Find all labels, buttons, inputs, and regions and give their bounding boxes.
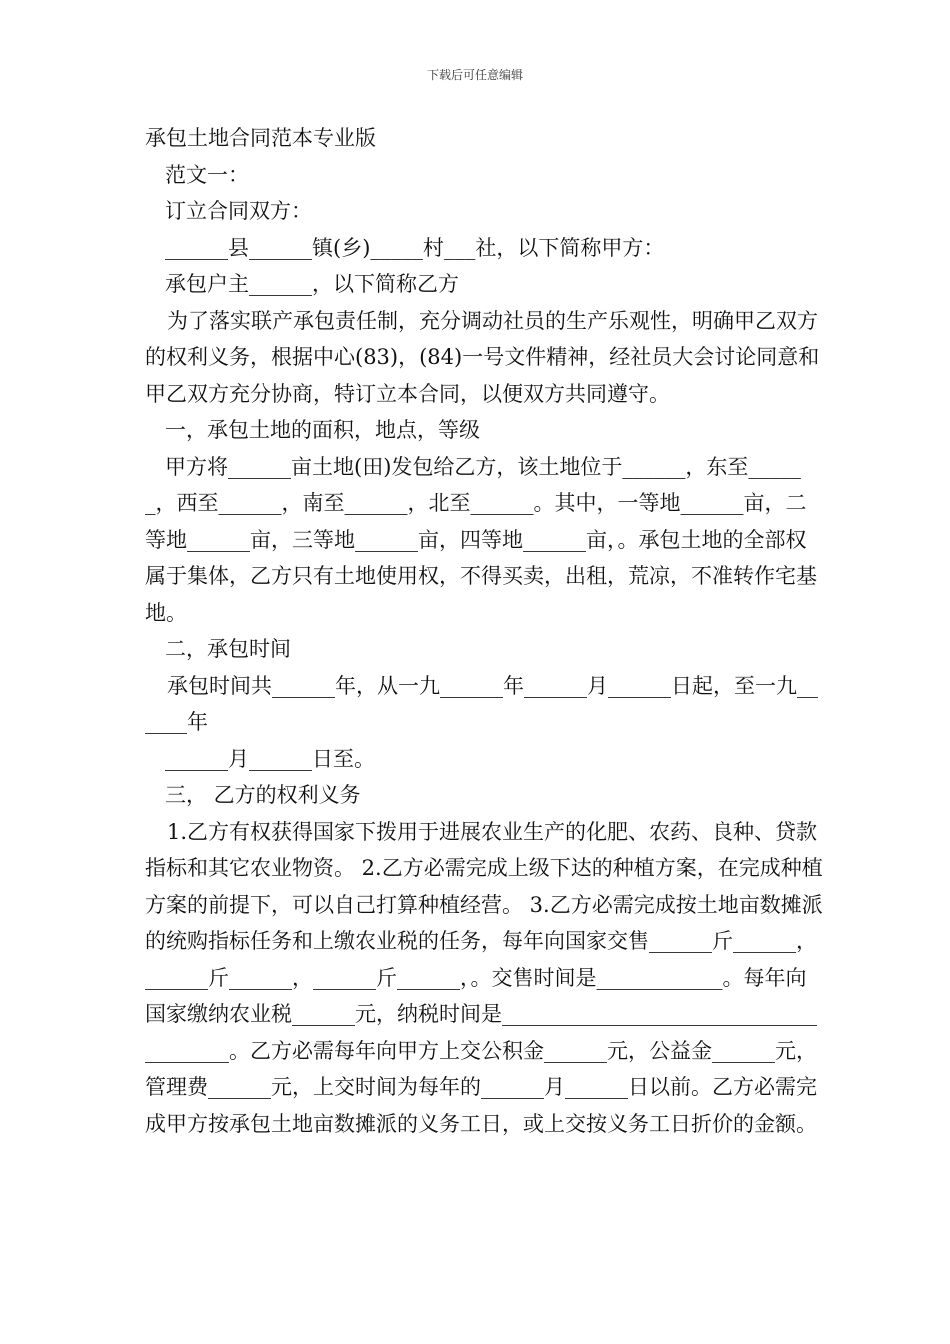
section-heading-term: 二，承包时间 (165, 637, 291, 661)
paragraph-party-b: 承包户主______，以下简称乙方 (165, 272, 459, 296)
document-title: 承包土地合同范本专业版 (145, 126, 376, 150)
paragraph-party-a: ______县______镇(乡)_____村___社，以下简称甲方： (165, 235, 665, 260)
section-heading-land: 一，承包土地的面积，地点，等级 (165, 418, 480, 442)
paragraph-land-details: 甲方将______亩土地(田)发包给乙方，该土地位于______，东至______，西至______，南至______，北至______。其中，一等地______亩，二等地______亩，三等地______亩，四等地______亩，。承包土地的全部权属于集体，乙方只有土地使用权，不得买卖，出租，荒凉，不准转作宅基地。 (145, 454, 817, 625)
paragraph-rights-details: 1.乙方有权获得国家下拨用于进展农业生产的化肥、农药、良种、贷款指标和其它农业物资。 2.乙方必需完成上级下达的种植方案，在完成种植方案的前提下，可以自己打算种植经营。 3.乙方必需完成按土地亩数摊派的统购指标任务和上缴农业税的任务，每年向国家交售______斤______，______斤______，______斤______，。交售时间是____________。每年向国家缴纳农业税______元，纳税时间是______________________________________。乙方必需每年向甲方上交公积金______元，公益金______元，管理费______元，上交时间为每年的______月______日以前。乙方必需完成甲方按承包土地亩数摊派的义务工日，或上交按义务工日折价的金额。 (145, 819, 823, 1136)
section-heading-rights: 三， 乙方的权利义务 (165, 783, 361, 807)
paragraph-preamble: 为了落实联产承包责任制，充分调动社员的生产乐观性，明确甲乙双方的权利义务，根据中心(83)，(84)一号文件精神，经社员大会讨论同意和甲乙双方充分协商，特订立本合同，以便双方共同遵守。 (145, 308, 820, 406)
paragraph-sample-label: 范文一： (165, 162, 249, 187)
paragraph-term-details: 承包时间共______年，从一九______年______月______日起，至一九______年 (145, 673, 818, 734)
paragraph-parties-heading: 订立合同双方： (165, 199, 312, 223)
page-header-note: 下载后可任意编辑 (426, 68, 523, 82)
document-body (145, 120, 825, 1142)
paragraph-term-end: ______月______日至。 (165, 746, 375, 771)
